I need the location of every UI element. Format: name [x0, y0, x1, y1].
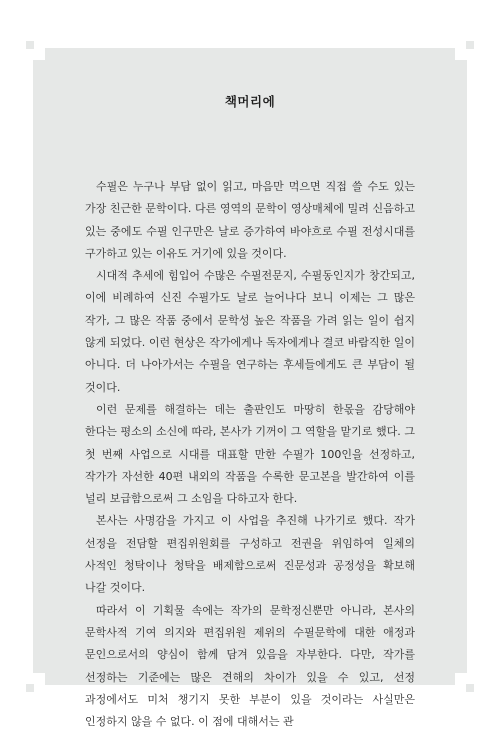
- corner-notch: [33, 673, 45, 685]
- body-text: [85, 176, 415, 733]
- paragraph: 수필은 누구나 부담 없이 읽고, 마음만 먹으면 직접 쓸 수도 있는 가장 친근한 문학이다. 다른 영역의 문학이 영상매체에 밀려 신음하고 있는 중에도 수필 인구만은 날로 증가하여 바야흐로 수필 전성시대를 구가하고 있는 이유도 거기에 있을 것이다.: [85, 180, 415, 260]
- corner-notch: [33, 48, 45, 60]
- paragraph: 이런 문제를 해결하는 데는 출판인도 마땅히 한몫을 감당해야 한다는 평소의 소신에 따라, 본사가 기꺼이 그 역할을 맡기로 했다. 그 첫 번째 사업으로 시대를 대표할 만한 수필가 100인을 선정하고, 작가가 자선한 40편 내외의 작품을 수록한 문고본을 발간하여 이를 널리 보급함으로써 그 소임을 다하고자 한다.: [85, 402, 415, 506]
- page-title: 책머리에: [224, 94, 276, 109]
- corner-mark: [466, 684, 474, 692]
- corner-mark: [26, 41, 34, 49]
- paragraph: 시대적 추세에 힘입어 수많은 수필전문지, 수필동인지가 창간되고, 이에 비례하여 신진 수필가도 날로 늘어나다 보니 이제는 그 많은 작가, 그 많은 작품 중에서 문학성 높은 작품을 가려 읽는 일이 쉽지 않게 되었다. 이런 현상은 작가에게나 독자에게나 결코 바람직한 일이 아니다. 더 나아가서는 수필을 연구하는 후세들에게도 큰 부담이 될 것이다.: [85, 269, 415, 394]
- corner-mark: [26, 684, 34, 692]
- corner-mark: [466, 41, 474, 49]
- corner-notch: [455, 48, 467, 60]
- paragraph: 본사는 사명감을 가지고 이 사업을 추진해 나가기로 했다. 작가 선정을 전담할 편집위원회를 구성하고 전권을 위임하여 일체의 사적인 청탁이나 청탁을 배제함으로써 진문성과 공정성을 확보해 나갈 것이다.: [85, 514, 415, 595]
- paragraph: 따라서 이 기획물 속에는 작가의 문학정신뿐만 아니라, 본사의 문학사적 기여 의지와 편집위원 제위의 수필문학에 대한 애정과 문인으로서의 양심이 함께 담겨 있음을 자부한다. 다만, 작가를 선정하는 기준에는 많은 견해의 차이가 있을 수 있고, 선정 과정에서도 미처 챙기지 못한 부분이 있을 것이라는 사실만은 인정하지 않을 수 없다. 이 점에 대해서는 관: [85, 603, 415, 729]
